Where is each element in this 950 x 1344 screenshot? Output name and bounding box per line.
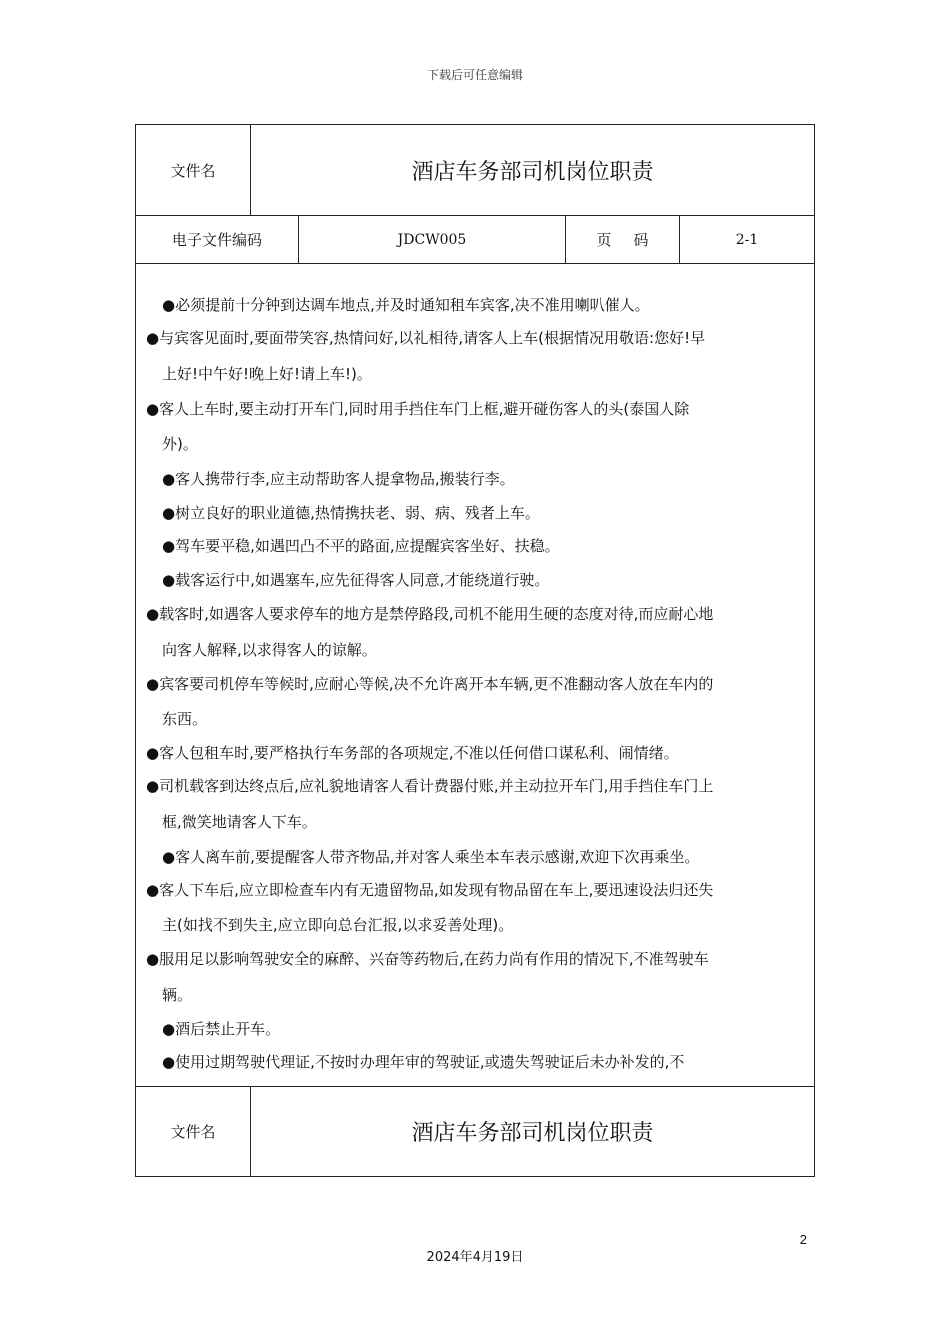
document-body — [135, 263, 815, 1087]
paragraph-line: ●客人下车后,应立即检查车内有无遗留物品,如发现有物品留在车上,要迅速设法归还失 — [146, 881, 714, 899]
paragraph-line: 向客人解释,以求得客人的谅解。 — [162, 641, 377, 659]
paragraph-line: ●服用足以影响驾驶安全的麻醉、兴奋等药物后,在药力尚有作用的情况下,不准驾驶车 — [146, 950, 709, 968]
paragraph-line: ●必须提前十分钟到达调车地点,并及时通知租车宾客,决不准用喇叭催人。 — [162, 296, 650, 314]
paragraph-line: ●客人离车前,要提醒客人带齐物品,并对客人乘坐本车表示感谢,欢迎下次再乘坐。 — [162, 848, 700, 866]
paragraph-line: ●客人上车时,要主动打开车门,同时用手挡住车门上框,避开碰伤客人的头(泰国人除 — [146, 400, 690, 418]
page-label — [566, 215, 680, 264]
page-label-part-1: 页 — [596, 231, 612, 249]
header-row-meta — [136, 215, 814, 264]
document-title: 酒店车务部司机岗位职责 — [411, 159, 654, 185]
paragraph-line: ●宾客要司机停车等候时,应耐心等候,决不允许离开本车辆,更不准翻动客人放在车内的 — [146, 675, 714, 693]
paragraph-line: ●使用过期驾驶代理证,不按时办理年审的驾驶证,或遗失驾驶证后未办补发的,不 — [162, 1053, 685, 1071]
paragraph-line: ●酒后禁止开车。 — [162, 1020, 281, 1038]
paragraph-line: ●客人携带行李,应主动帮助客人提拿物品,搬装行李。 — [162, 470, 515, 488]
header-row-title — [136, 125, 814, 216]
footer-document-title: 酒店车务部司机岗位职责 — [411, 1121, 654, 1146]
paragraph-line: 辆。 — [162, 986, 193, 1004]
footer-row-title — [136, 1087, 814, 1176]
paragraph-line: ●司机载客到达终点后,应礼貌地请客人看计费器付账,并主动拉开车门,用手挡住车门上 — [146, 777, 714, 795]
page-label-part-2: 码 — [633, 231, 649, 249]
document-footer-table — [135, 1086, 815, 1177]
page-date: 2024年4月19日 — [426, 1250, 524, 1265]
paragraph-line: 框,微笑地请客人下车。 — [162, 813, 317, 831]
header-note: 下载后可任意编辑 — [426, 68, 523, 82]
paragraph-line: 主(如找不到失主,应立即向总台汇报,以求妥善处理)。 — [162, 916, 514, 934]
paragraph-line: 外)。 — [162, 435, 198, 453]
file-name-label: 文件名 — [136, 125, 251, 215]
paragraph-line: ●与宾客见面时,要面带笑容,热情问好,以礼相待,请客人上车(根据情况用敬语:您好!早 — [146, 329, 706, 347]
code-value: JDCW005 — [299, 215, 566, 264]
paragraph-line: 东西。 — [162, 710, 208, 728]
paragraph-line: ●驾车要平稳,如遇凹凸不平的路面,应提醒宾客坐好、扶稳。 — [162, 537, 560, 555]
code-label: 电子文件编码 — [136, 215, 299, 264]
paragraph-line: ●载客运行中,如遇塞车,应先征得客人同意,才能绕道行驶。 — [162, 571, 550, 589]
page-value: 2-1 — [735, 231, 759, 248]
document-header-table — [135, 124, 815, 264]
paragraph-line: 上好!中午好!晚上好!请上车!)。 — [162, 365, 372, 383]
page-number: 2 — [799, 1232, 807, 1247]
paragraph-line: ●树立良好的职业道德,热情携扶老、弱、病、残者上车。 — [162, 504, 540, 522]
paragraph-line: ●客人包租车时,要严格执行车务部的各项规定,不准以任何借口谋私利、闹情绪。 — [146, 744, 679, 762]
footer-file-name-label: 文件名 — [136, 1087, 251, 1176]
paragraph-line: ●载客时,如遇客人要求停车的地方是禁停路段,司机不能用生硬的态度对待,而应耐心地 — [146, 605, 714, 623]
